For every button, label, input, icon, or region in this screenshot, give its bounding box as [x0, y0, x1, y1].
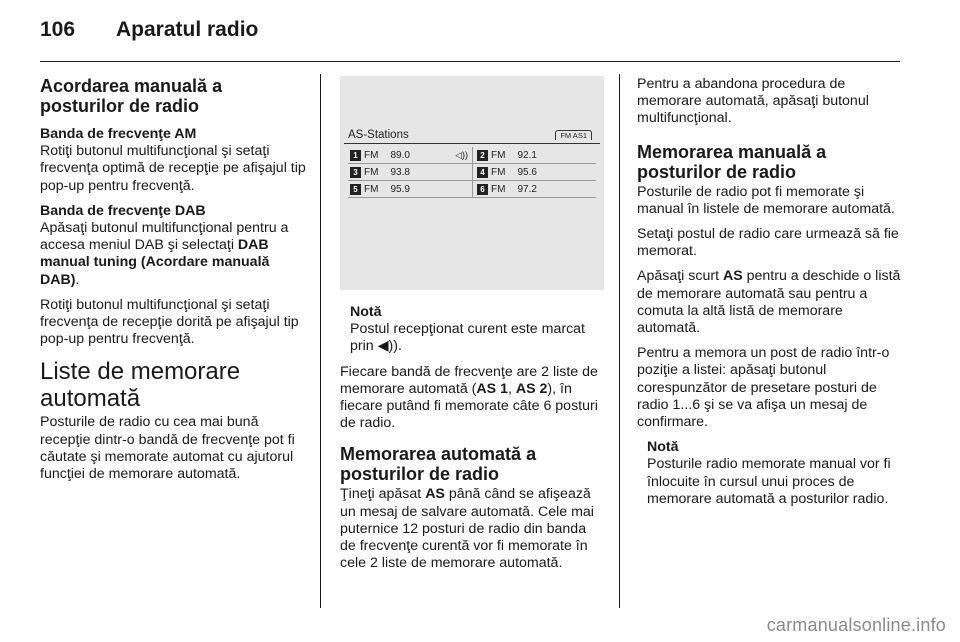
station-2: 2 FM 92.1: [472, 147, 596, 164]
page-header: [40, 18, 258, 48]
auto-store-paragraph: Ţineţi apăsat AS până când se afişează un mesaj de salvare automată. Cele mai puternice 12 posturi de radio din banda de frecvenţe curentă vor fi memorate în cele 2 liste de memorare automată.: [340, 486, 594, 572]
note-title-2: Notă: [647, 439, 679, 456]
note-paragraph-2: Posturile radio memorate manual vor fi înlocuite în cursul unui proces de memorare automată a posturilor radio.: [647, 456, 891, 507]
column-divider-1: [320, 74, 321, 608]
abandon-paragraph: Pentru a abandona procedura de memorare automată, apăsaţi butonul multifuncţional.: [637, 76, 869, 127]
station-5: 5 FM 95.9: [348, 181, 472, 198]
screen-title: AS-Stations: [348, 129, 409, 141]
dab-paragraph: Apăsaţi butonul multifuncţional pentru a accesa meniul DAB şi selectaţi DAB manual tuning (Acordare manuală DAB).: [40, 220, 289, 288]
note-paragraph: Postul recepţionat curent este marcat prin ◀)).: [350, 321, 586, 355]
station-1: 1 FM 89.0 ◁)): [348, 147, 472, 164]
am-paragraph: Rotiţi butonul multifuncţional şi setaţi frecvenţa optimă de recepţie pe afişajul tip pop-up pentru frecvenţă.: [40, 143, 306, 194]
section-title-auto-store: Memorarea automată a posturilor de radio: [340, 444, 537, 485]
dab-subheading: Banda de frecvenţe DAB: [40, 202, 206, 219]
as-stations-screen-image: [340, 76, 604, 290]
note-title: Notă: [350, 304, 382, 320]
set-station-paragraph: Setaţi postul de radio care urmează să fie memorat.: [637, 226, 899, 260]
dab-menu-item: DAB manual tuning (Acordare manuală DAB): [40, 237, 270, 288]
section-title-manual-store: Memorarea manuală a posturilor de radio: [637, 141, 827, 182]
dab-paragraph-2: Rotiţi butonul multifuncţional şi setaţi frecvenţa de recepţie dorită pe afişajul tip pop-up pentru frecvenţă.: [40, 296, 299, 348]
page-number: 106: [40, 18, 76, 41]
am-subheading: Banda de frecvenţe AM: [40, 126, 197, 142]
station-6: 6 FM 97.2: [472, 181, 596, 198]
lists-info-paragraph: Fiecare bandă de frecvenţe are 2 liste de memorare automată (AS 1, AS 2), în fiecare putând fi memorate câte 6 posturi de radio.: [340, 363, 598, 432]
lists-paragraph: Posturile de radio cu cea mai bună recepţie dintr-o bandă de frecvenţe pot fi căutate şi memorate automat cu ajutorul funcţiei de memorare automată.: [40, 414, 295, 483]
station-4: 4 FM 95.6: [472, 164, 596, 181]
column-1: [40, 76, 308, 491]
column-divider-2: [619, 74, 620, 608]
manual-store-paragraph: Posturile de radio pot fi memorate şi manual în listele de memorare automată.: [637, 183, 895, 217]
press-as-paragraph: Apăsaţi scurt AS pentru a deschide o listă de memorare automată sau pentru a comuta la altă listă de memorare automată.: [637, 268, 901, 337]
watermark: carmanualsonline.info: [766, 615, 946, 635]
station-3: 3 FM 93.8: [348, 164, 472, 181]
screen-frame: [344, 128, 600, 202]
speaker-icon: ◁)): [455, 149, 468, 160]
column-3: [637, 76, 903, 516]
section-title-lists: Liste de memorare automată: [40, 358, 241, 413]
dab-block: [40, 203, 308, 289]
column-2: [340, 76, 604, 580]
station-grid: [348, 147, 596, 198]
section-title-manual-tuning: Acordarea manuală a posturilor de radio: [40, 76, 223, 116]
note-manual-overwrite: [637, 439, 903, 508]
screen-tag: FM AS1: [555, 130, 592, 140]
note-current-station: [340, 304, 604, 356]
header-rule: [40, 61, 900, 62]
memorize-paragraph: Pentru a memora un post de radio într-o poziţie a listei: apăsaţi butonul corespunzător de presetare posturi de radio 1...6 şi se va afişa un mesaj de confirmare.: [637, 345, 890, 431]
am-block: [40, 126, 308, 195]
page-title: Aparatul radio: [116, 18, 259, 41]
